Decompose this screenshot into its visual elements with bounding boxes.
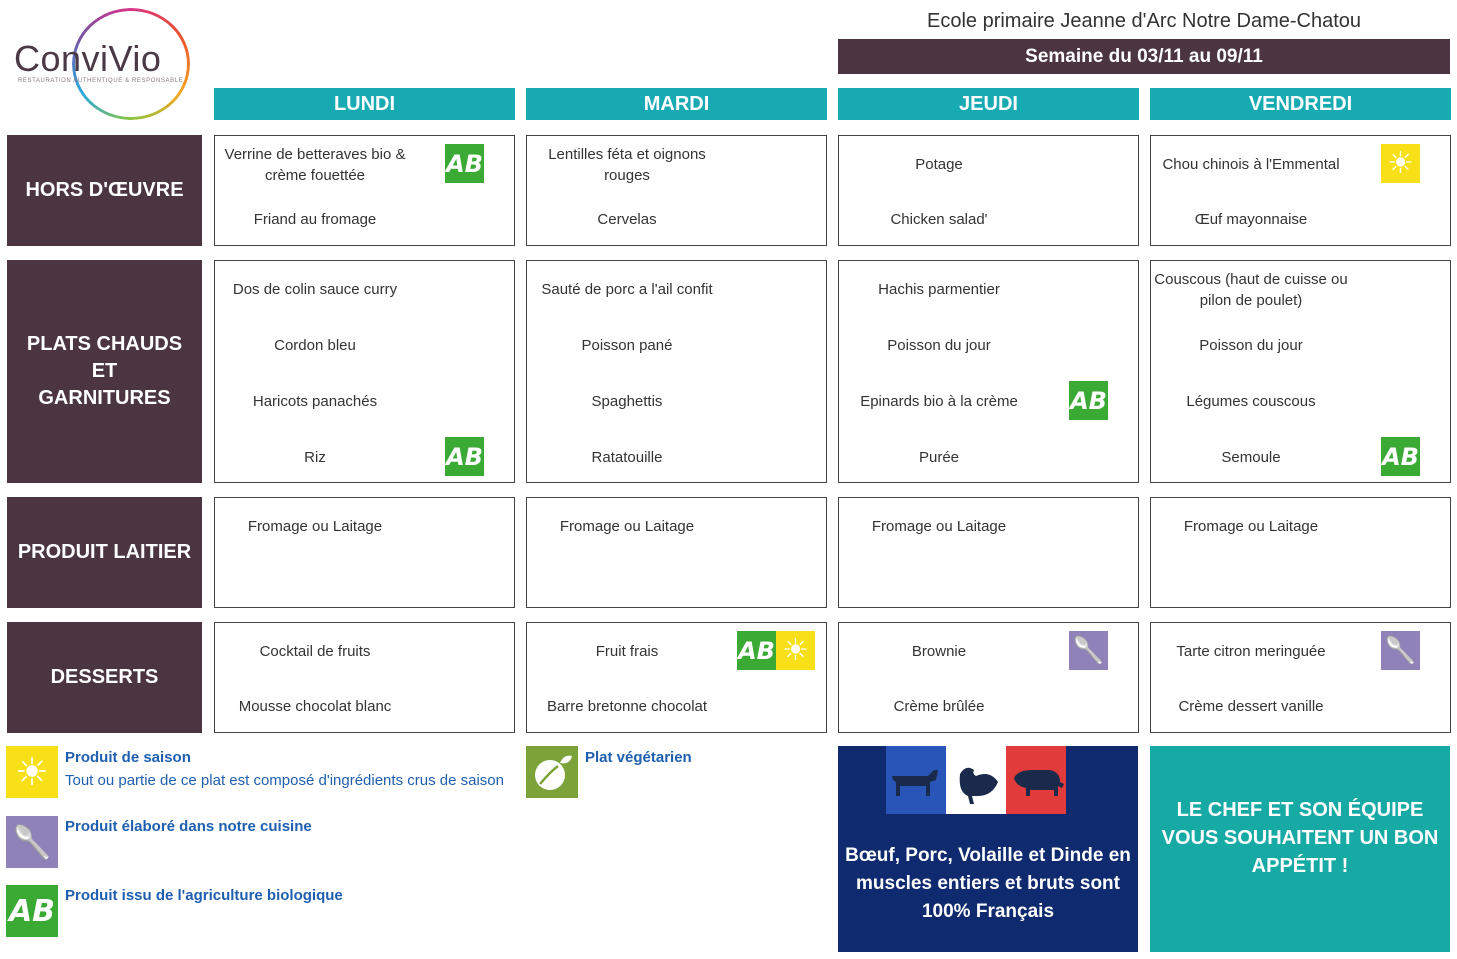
chef-message: LE CHEF ET SON ÉQUIPE VOUS SOUHAITENT UN BON APPÉTIT ! [1150, 746, 1450, 952]
menu-item: Cocktail de fruits [259, 643, 371, 660]
menu-cell-mardi-plats [526, 260, 827, 483]
legend-saison-text: Tout ou partie de ce plat est composé d'ingrédients crus de saison [65, 772, 504, 789]
menu-cell-jeudi-desserts [838, 622, 1139, 733]
menu-cell-vendredi-plats [1150, 260, 1451, 483]
legend-cuisine-title: Produit élaboré dans notre cuisine [65, 818, 312, 835]
menu-item: Fruit frais [595, 643, 659, 660]
menu-item: Hachis parmentier [878, 281, 1000, 298]
menu-item: Semoule [1221, 449, 1281, 466]
menu-item: Dos de colin sauce curry [232, 281, 398, 298]
day-header-vendredi: VENDREDI [1150, 88, 1451, 120]
week-banner: Semaine du 03/11 au 09/11 [838, 39, 1450, 74]
bio-icon: AB [445, 437, 484, 476]
menu-item: Cordon bleu [274, 337, 356, 354]
sun-icon: ☀ [776, 631, 815, 670]
menu-item: Verrine de betteraves bio & crème fouettée [224, 146, 406, 184]
menu-cell-jeudi-laitier [838, 497, 1139, 608]
french-origin-text: Bœuf, Porc, Volaille et Dinde en muscles entiers et bruts sont 100% Français [845, 845, 1131, 922]
day-header-mardi: MARDI [526, 88, 827, 120]
menu-item: Friand au fromage [253, 211, 377, 228]
legend-vege-title: Plat végétarien [585, 749, 692, 766]
menu-item: Fromage ou Laitage [1183, 518, 1319, 535]
menu-item: Légumes couscous [1186, 393, 1316, 410]
menu-cell-mardi-hors [526, 135, 827, 246]
menu-item: Tarte citron meringuée [1176, 643, 1326, 660]
menu-item: Poisson du jour [887, 337, 991, 354]
menu-cell-vendredi-laitier [1150, 497, 1451, 608]
menu-item: Crème dessert vanille [1178, 698, 1324, 715]
menu-item: Cervelas [597, 211, 657, 228]
menu-item: Spaghettis [591, 393, 663, 410]
whisk-icon: 🥄 [1381, 631, 1420, 670]
whisk-icon: 🥄 [6, 816, 58, 868]
bio-icon: AB [1381, 437, 1420, 476]
category-plats-chauds: PLATS CHAUDS ET GARNITURES [7, 260, 202, 483]
day-header-jeudi: JEUDI [838, 88, 1139, 120]
whisk-icon: 🥄 [1069, 631, 1108, 670]
legend-bio-title: Produit issu de l'agriculture biologique [65, 887, 343, 904]
menu-cell-lundi-plats [214, 260, 515, 483]
bio-icon: AB [737, 631, 776, 670]
menu-item: Barre bretonne chocolat [546, 698, 708, 715]
legend-saison-title: Produit de saison [65, 749, 191, 766]
menu-item: Chou chinois à l'Emmental [1162, 156, 1340, 173]
brand-logo: ConviVio [14, 38, 162, 79]
menu-cell-vendredi-desserts [1150, 622, 1451, 733]
sun-icon: ☀ [6, 746, 58, 798]
menu-cell-mardi-laitier [526, 497, 827, 608]
sun-icon: ☀ [1381, 144, 1420, 183]
bio-icon: AB [445, 144, 484, 183]
category-hors-doeuvre: HORS D'ŒUVRE [7, 135, 202, 246]
menu-item: Potage [915, 156, 963, 173]
leaf-icon [526, 746, 578, 798]
day-header-lundi: LUNDI [214, 88, 515, 120]
french-flag-animals-icon [886, 746, 1066, 814]
menu-item: Fromage ou Laitage [559, 518, 695, 535]
menu-item: Mousse chocolat blanc [238, 698, 392, 715]
school-name: Ecole primaire Jeanne d'Arc Notre Dame-Chatou [926, 10, 1361, 32]
menu-item: Chicken salad' [890, 211, 988, 228]
french-origin-panel [838, 746, 1138, 952]
menu-item: Epinards bio à la crème [860, 393, 1018, 410]
menu-item: Riz [304, 449, 326, 466]
menu-item: Lentilles féta et oignons rouges [548, 146, 706, 184]
menu-item: Sauté de porc a l'ail confit [541, 281, 713, 298]
menu-item: Haricots panachés [252, 393, 378, 410]
menu-cell-mardi-desserts [526, 622, 827, 733]
menu-cell-lundi-laitier [214, 497, 515, 608]
menu-item: Ratatouille [591, 449, 663, 466]
category-desserts: DESSERTS [7, 622, 202, 733]
bio-icon: AB [6, 885, 58, 937]
menu-item: Poisson du jour [1199, 337, 1303, 354]
menu-item: Brownie [911, 643, 967, 660]
menu-item: Œuf mayonnaise [1194, 211, 1308, 228]
menu-item: Poisson pané [581, 337, 673, 354]
menu-cell-lundi-hors [214, 135, 515, 246]
menu-item: Purée [918, 449, 960, 466]
menu-cell-lundi-desserts [214, 622, 515, 733]
brand-tagline: RESTAURATION AUTHENTIQUE & RESPONSABLE [18, 78, 184, 84]
menu-item: Couscous (haut de cuisse ou pilon de poulet) [1154, 271, 1348, 309]
menu-item: Fromage ou Laitage [871, 518, 1007, 535]
menu-cell-jeudi-hors [838, 135, 1139, 246]
menu-cell-jeudi-plats [838, 260, 1139, 483]
menu-item: Crème brûlée [893, 698, 985, 715]
menu-cell-vendredi-hors [1150, 135, 1451, 246]
bio-icon: AB [1069, 381, 1108, 420]
menu-item: Fromage ou Laitage [247, 518, 383, 535]
category-produit-laitier: PRODUIT LAITIER [7, 497, 202, 608]
